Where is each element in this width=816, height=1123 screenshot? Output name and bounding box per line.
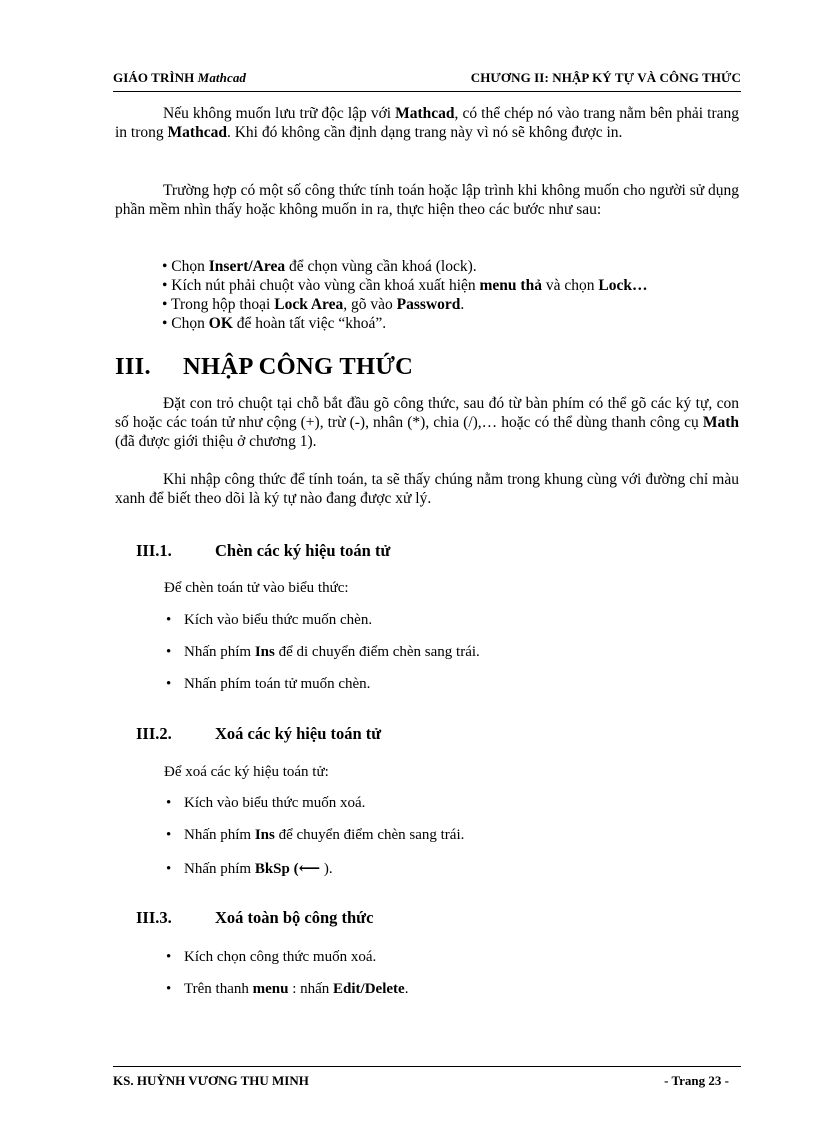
list-item: • Kích chọn công thức muốn xoá. <box>166 949 377 965</box>
subsection-intro-insert: Để chèn toán tử vào biểu thức: <box>164 580 349 596</box>
footer-page-number: - Trang 23 - <box>664 1073 729 1088</box>
lock-step-4: • Chọn OK để hoàn tất việc “khoá”. <box>162 315 387 332</box>
delete-operator-steps <box>166 795 464 891</box>
paragraph-lock-intro: Trường hợp có một số công thức tính toán hoặc lập trình khi không muốn cho người sử dụng phần mềm nhìn thấy hoặc không muốn in ra, thực hiện theo các bước như sau: <box>115 182 739 218</box>
subsection-heading-delete-operators: III.2. Xoá các ký hiệu toán tử <box>136 724 382 743</box>
paragraph-mathcad-storage: Nếu không muốn lưu trữ độc lập với Mathcad, có thể chép nó vào trang nằm bên phải trang in trong Mathcad. Khi đó không cần định dạng trang này vì nó sẽ không được in. <box>115 105 739 141</box>
lock-steps-list <box>162 257 742 333</box>
header-chapter-title: CHƯƠNG II: NHẬP KÝ TỰ VÀ CÔNG THỨC <box>470 70 741 85</box>
insert-operator-steps <box>166 612 480 708</box>
section-heading-nhap-cong-thuc <box>115 353 413 381</box>
lock-step-3: • Trong hộp thoại Lock Area, gõ vào Password. <box>162 296 465 313</box>
subsection-heading-delete-formula: III.3. Xoá toàn bộ công thức <box>136 908 374 927</box>
header-book-title-italic: Mathcad <box>197 70 247 85</box>
list-item: • Nhấn phím toán tử muốn chèn. <box>166 676 371 692</box>
subsection-intro-delete: Để xoá các ký hiệu toán tử: <box>164 764 329 780</box>
page-header <box>113 70 741 92</box>
list-item: • Nhấn phím BkSp (⟵ ). <box>166 861 333 877</box>
header-book-title: GIÁO TRÌNH Mathcad <box>113 70 247 85</box>
list-item: • Kích vào biểu thức muốn chèn. <box>166 612 373 628</box>
list-item: • Trên thanh menu : nhấn Edit/Delete. <box>166 981 409 997</box>
paragraph-formula-frame: Khi nhập công thức để tính toán, ta sẽ thấy chúng nằm trong khung cùng với đường chỉ màu xanh để biết theo dõi là ký tự nào đang được xử lý. <box>115 471 739 507</box>
section-title: NHẬP CÔNG THỨC <box>183 353 414 380</box>
footer-author: KS. HUỲNH VƯƠNG THU MINH <box>113 1073 309 1088</box>
paragraph-entering-formula: Đặt con trỏ chuột tại chỗ bắt đầu gõ công thức, sau đó từ bàn phím có thể gõ các ký tự, con số hoặc các toán tử như cộng (+), trừ (-), nhân (*), chia (/),… hoặc có thể dùng thanh công cụ Math (đã được giới thiệu ở chương 1). <box>115 395 739 450</box>
page-footer <box>113 1066 741 1089</box>
backspace-arrow-icon: (⟵ <box>293 861 321 877</box>
lock-step-2: • Kích nút phải chuột vào vùng cần khoá xuất hiện menu thả và chọn Lock… <box>162 277 648 294</box>
lock-step-1: • Chọn Insert/Area để chọn vùng cần khoá (lock). <box>162 258 477 275</box>
list-item: • Nhấn phím Ins để di chuyển điểm chèn sang trái. <box>166 644 480 660</box>
delete-formula-steps <box>166 949 408 1013</box>
subsection-heading-insert-operators: III.1. Chèn các ký hiệu toán tử <box>136 541 391 560</box>
section-number: III. <box>115 353 151 380</box>
list-item: • Kích vào biểu thức muốn xoá. <box>166 795 366 811</box>
list-item: • Nhấn phím Ins để chuyển điểm chèn sang trái. <box>166 827 465 843</box>
